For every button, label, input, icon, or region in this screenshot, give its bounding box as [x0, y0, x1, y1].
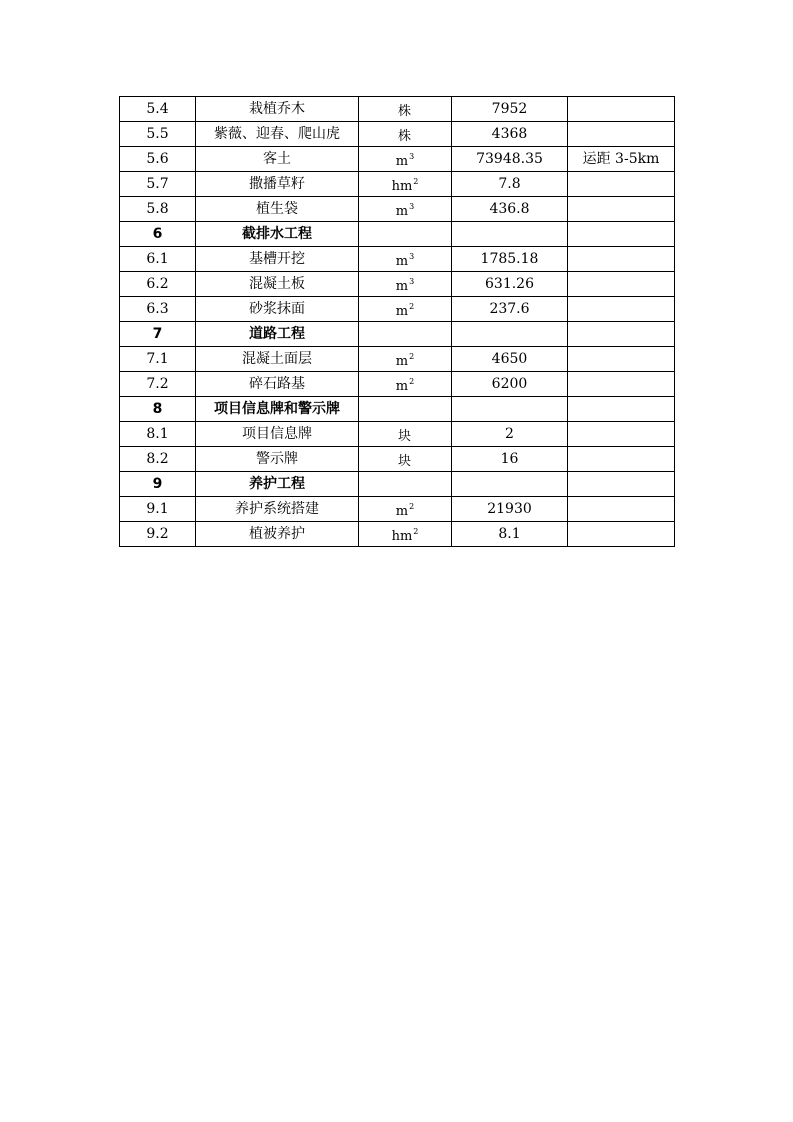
- remark-cell: [568, 322, 675, 347]
- table-row: [120, 172, 675, 197]
- unit-cell: [359, 247, 452, 272]
- section-row: [120, 322, 675, 347]
- remark-cell: [568, 422, 675, 447]
- item-number-cell: 9.1: [120, 497, 196, 522]
- unit-cell: [359, 172, 452, 197]
- table-row: [120, 147, 675, 172]
- quantity-cell: 73948.35: [452, 147, 568, 172]
- unit-exponent: 2: [409, 351, 415, 361]
- unit-exponent: 3: [409, 201, 415, 211]
- item-number-cell: 9: [120, 472, 196, 497]
- remark-cell: [568, 397, 675, 422]
- unit-base: m: [395, 303, 409, 319]
- quantity-cell: 436.8: [452, 197, 568, 222]
- item-number-cell: 8.2: [120, 447, 196, 472]
- item-name-cell: 紫薇、迎春、爬山虎: [196, 122, 359, 147]
- table-row: [120, 522, 675, 547]
- quantity-cell: 6200: [452, 372, 568, 397]
- item-number-cell: 5.8: [120, 197, 196, 222]
- unit-cell: [359, 272, 452, 297]
- unit-cell: [359, 347, 452, 372]
- item-number-cell: 9.2: [120, 522, 196, 547]
- remark-cell: [568, 197, 675, 222]
- unit-exponent: 2: [409, 501, 415, 511]
- unit-cell: [359, 147, 452, 172]
- item-name-cell: 碎石路基: [196, 372, 359, 397]
- unit-exponent: 3: [409, 276, 415, 286]
- remark-cell: [568, 172, 675, 197]
- unit-base: m: [395, 503, 409, 519]
- item-number-cell: 6.1: [120, 247, 196, 272]
- item-number-cell: 6.3: [120, 297, 196, 322]
- unit-exponent: 2: [413, 526, 419, 536]
- item-name-cell: 客土: [196, 147, 359, 172]
- item-number-cell: 7: [120, 322, 196, 347]
- remark-cell: [568, 122, 675, 147]
- unit-base: m: [395, 203, 409, 219]
- table-row: [120, 272, 675, 297]
- remark-cell: [568, 522, 675, 547]
- table-row: [120, 97, 675, 122]
- unit-cell: [359, 522, 452, 547]
- unit-cell: [359, 297, 452, 322]
- item-number-cell: 7.1: [120, 347, 196, 372]
- unit-cell: [359, 197, 452, 222]
- item-name-cell: 植生袋: [196, 197, 359, 222]
- unit-cell: [359, 447, 452, 472]
- item-number-cell: 6: [120, 222, 196, 247]
- item-name-cell: 砂浆抹面: [196, 297, 359, 322]
- table-row: [120, 497, 675, 522]
- item-name-cell: 截排水工程: [196, 222, 359, 247]
- remark-cell: [568, 497, 675, 522]
- remark-cell: [568, 222, 675, 247]
- item-number-cell: 7.2: [120, 372, 196, 397]
- unit-cell: [359, 97, 452, 122]
- table-row: [120, 347, 675, 372]
- unit-base: hm: [391, 178, 413, 194]
- unit-base: 块: [397, 453, 411, 469]
- unit-cell: [359, 322, 452, 347]
- quantity-cell: 21930: [452, 497, 568, 522]
- unit-cell: [359, 372, 452, 397]
- item-number-cell: 8.1: [120, 422, 196, 447]
- unit-exponent: 3: [409, 151, 415, 161]
- table-row: [120, 122, 675, 147]
- section-row: [120, 222, 675, 247]
- section-row: [120, 397, 675, 422]
- item-name-cell: 道路工程: [196, 322, 359, 347]
- item-name-cell: 栽植乔木: [196, 97, 359, 122]
- remark-cell: 运距 3-5km: [568, 147, 675, 172]
- unit-base: m: [395, 253, 409, 269]
- table-row: [120, 197, 675, 222]
- quantity-cell: 8.1: [452, 522, 568, 547]
- table-row: [120, 297, 675, 322]
- unit-cell: [359, 422, 452, 447]
- quantity-cell: [452, 222, 568, 247]
- unit-cell: [359, 222, 452, 247]
- unit-cell: [359, 122, 452, 147]
- remark-cell: [568, 347, 675, 372]
- section-row: [120, 472, 675, 497]
- table-row: [120, 447, 675, 472]
- remark-cell: [568, 372, 675, 397]
- quantity-cell: 7.8: [452, 172, 568, 197]
- table-row: [120, 372, 675, 397]
- item-name-cell: 项目信息牌和警示牌: [196, 397, 359, 422]
- item-name-cell: 养护工程: [196, 472, 359, 497]
- item-number-cell: 8: [120, 397, 196, 422]
- quantity-cell: 1785.18: [452, 247, 568, 272]
- unit-base: 块: [397, 428, 411, 444]
- unit-base: m: [395, 153, 409, 169]
- unit-exponent: 2: [409, 301, 415, 311]
- item-number-cell: 6.2: [120, 272, 196, 297]
- remark-cell: [568, 247, 675, 272]
- quantity-table-body: [120, 97, 675, 547]
- item-name-cell: 警示牌: [196, 447, 359, 472]
- quantity-table: [119, 96, 675, 547]
- unit-exponent: 2: [413, 176, 419, 186]
- unit-base: m: [395, 278, 409, 294]
- item-name-cell: 项目信息牌: [196, 422, 359, 447]
- item-name-cell: 混凝土板: [196, 272, 359, 297]
- quantity-cell: [452, 397, 568, 422]
- unit-base: 株: [397, 128, 411, 144]
- item-number-cell: 5.5: [120, 122, 196, 147]
- item-name-cell: 基槽开挖: [196, 247, 359, 272]
- item-name-cell: 撒播草籽: [196, 172, 359, 197]
- remark-cell: [568, 97, 675, 122]
- remark-cell: [568, 472, 675, 497]
- item-number-cell: 5.7: [120, 172, 196, 197]
- quantity-cell: 4368: [452, 122, 568, 147]
- table-row: [120, 247, 675, 272]
- table-row: [120, 422, 675, 447]
- quantity-cell: 7952: [452, 97, 568, 122]
- item-number-cell: 5.4: [120, 97, 196, 122]
- item-name-cell: 养护系统搭建: [196, 497, 359, 522]
- unit-cell: [359, 497, 452, 522]
- unit-base: hm: [391, 528, 413, 544]
- remark-cell: [568, 272, 675, 297]
- unit-exponent: 2: [409, 376, 415, 386]
- unit-base: m: [395, 378, 409, 394]
- quantity-cell: 16: [452, 447, 568, 472]
- quantity-cell: 237.6: [452, 297, 568, 322]
- remark-cell: [568, 447, 675, 472]
- unit-cell: [359, 472, 452, 497]
- quantity-cell: 4650: [452, 347, 568, 372]
- unit-exponent: 3: [409, 251, 415, 261]
- quantity-cell: [452, 322, 568, 347]
- unit-cell: [359, 397, 452, 422]
- item-number-cell: 5.6: [120, 147, 196, 172]
- item-name-cell: 植被养护: [196, 522, 359, 547]
- unit-base: 株: [397, 103, 411, 119]
- quantity-cell: 2: [452, 422, 568, 447]
- unit-base: m: [395, 353, 409, 369]
- item-name-cell: 混凝土面层: [196, 347, 359, 372]
- quantity-cell: 631.26: [452, 272, 568, 297]
- remark-cell: [568, 297, 675, 322]
- quantity-cell: [452, 472, 568, 497]
